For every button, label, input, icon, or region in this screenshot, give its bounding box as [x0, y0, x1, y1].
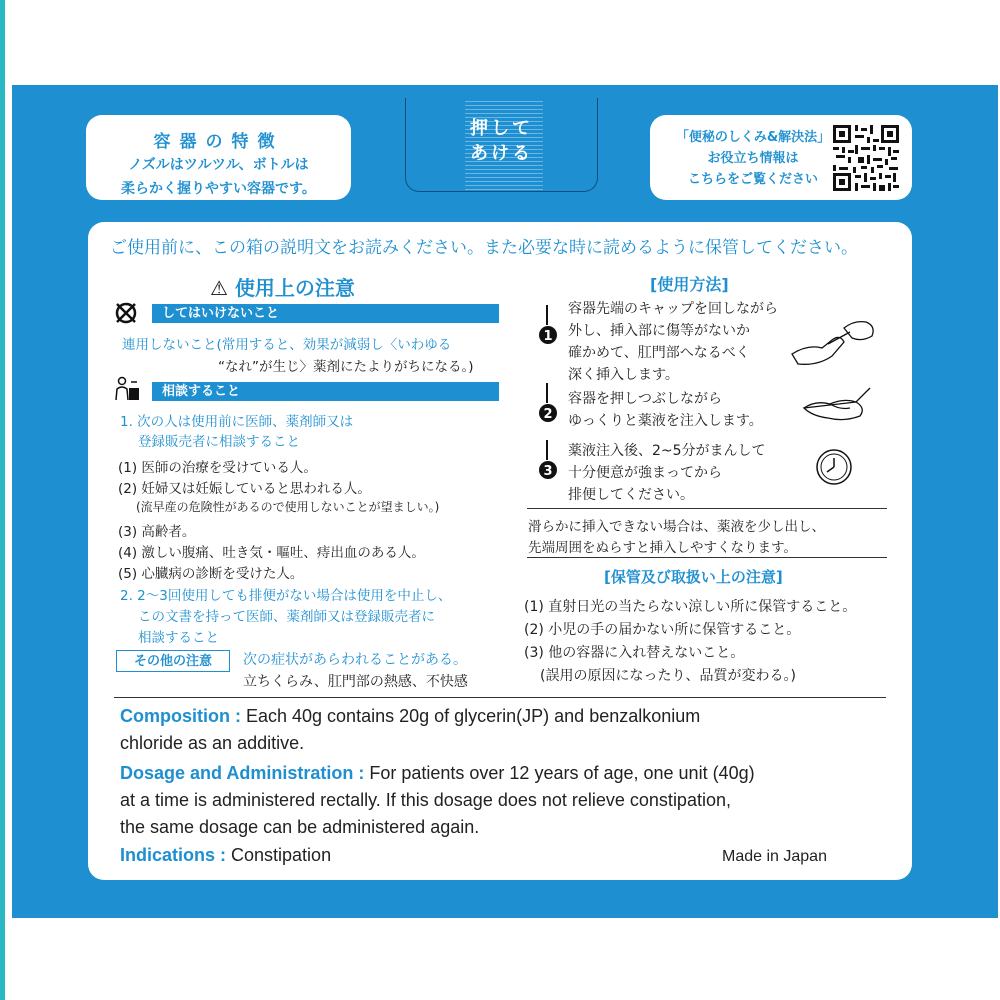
consult-header: 相談すること	[152, 382, 499, 401]
qr-line3: こちらをご覧ください	[687, 172, 818, 187]
composition-text1: Each 40g contains 20g of glycerin(JP) and benzalkonium	[240, 706, 701, 726]
push-tab-line1: 押して	[470, 118, 533, 139]
push-open-tab[interactable]	[405, 98, 598, 192]
other-notes-label: その他の注意	[116, 650, 230, 672]
storage-item: (3) 他の容器に入れ替えないこと。	[524, 645, 745, 661]
svg-text:2: 2	[543, 407, 553, 422]
caution-title	[210, 272, 355, 301]
divider	[114, 697, 886, 698]
consult2-line2: この文書を持って医師、薬剤師又は登録販売者に	[138, 609, 435, 625]
prohibited-text-line1: 連用しないこと(常用すると、効果が減弱し〈いわゆる	[122, 337, 452, 353]
step2-line: 容器を押しつぶしながら	[568, 391, 722, 407]
feature-line1: ノズルはツルツル、ボトルは	[128, 157, 309, 173]
push-tab-text	[406, 116, 597, 166]
made-in-japan: Made in Japan	[722, 848, 827, 865]
doctor-consult-icon	[113, 376, 141, 402]
svg-text:3: 3	[543, 464, 553, 479]
usage-note-line1: 滑らかに挿入できない場合は、薬液を少し出し、	[528, 519, 825, 535]
consult-item: (1) 医師の治療を受けている人。	[118, 460, 317, 476]
usage-title: [使用方法]	[650, 275, 729, 294]
push-tab-line2: あける	[470, 143, 533, 164]
divider	[527, 557, 887, 558]
step1-line: 深く挿入します。	[568, 367, 679, 383]
composition-text2: chloride as an additive.	[120, 733, 305, 753]
feature-line2: 柔らかく握りやすい容器です。	[121, 181, 316, 197]
prohibited-header: してはいけないこと	[152, 304, 499, 323]
warning-triangle-icon: ⚠	[210, 276, 228, 300]
container-feature-box	[86, 115, 351, 200]
step3-line: 薬液注入後、2~5分がまんして	[568, 443, 766, 459]
consult-item: (3) 高齢者。	[118, 524, 196, 540]
step1-line: 確かめて、肛門部へなるべく	[568, 345, 750, 361]
step2-line: ゆっくりと薬液を注入します。	[568, 413, 763, 429]
prohibited-icon	[114, 302, 138, 324]
step3-line: 排便してください。	[568, 487, 694, 503]
qr-info-box	[650, 115, 912, 200]
qr-line1: 「便秘のしくみ&解決法」	[675, 130, 831, 145]
squeeze-illustration	[800, 378, 876, 424]
consult-item: (5) 心臓病の診断を受けた人。	[118, 566, 304, 582]
step1-line: 外し、挿入部に傷等がないか	[568, 323, 750, 339]
indications-label: Indications :	[120, 845, 227, 865]
dosage-label: Dosage and Administration :	[120, 763, 365, 783]
left-edge-strip	[0, 0, 5, 1000]
divider	[527, 508, 887, 509]
qr-code-icon[interactable]	[833, 125, 899, 191]
dosage-text1: For patients over 12 years of age, one unit (40g)	[364, 763, 755, 783]
clock-icon	[812, 446, 856, 488]
qr-text	[668, 127, 838, 190]
storage-item: (1) 直射日光の当たらない涼しい所に保管すること。	[524, 599, 857, 615]
storage-title: [保管及び取扱い上の注意]	[604, 568, 783, 586]
caution-title-text: 使用上の注意	[234, 276, 355, 300]
composition-line1	[120, 706, 700, 727]
other-notes-line1: 次の症状があらわれることがある。	[243, 652, 467, 668]
consult1-line1: 1. 次の人は使用前に医師、薬剤師又は	[120, 414, 354, 430]
dosage-text2: at a time is administered rectally. If this dosage does not relieve constipation,	[120, 790, 731, 810]
composition-label: Composition :	[120, 706, 241, 726]
other-notes-line2: 立ちくらみ、肛門部の熱感、不快感	[243, 674, 468, 690]
step-2-icon	[538, 383, 558, 425]
step3-line: 十分便意が強まってから	[568, 465, 722, 481]
step1-line: 容器先端のキャップを回しながら	[568, 301, 778, 317]
usage-note-line2: 先端周囲をぬらすと挿入しやすくなります。	[528, 540, 797, 556]
qr-line2: お役立ち情報は	[707, 151, 799, 166]
read-before-use-instruction: ご使用前に、この箱の説明文をお読みください。また必要な時に読めるように保管してください。	[110, 238, 858, 258]
consult2-line3: 相談すること	[138, 630, 219, 646]
step-1-icon	[538, 305, 558, 347]
svg-text:1: 1	[543, 329, 553, 344]
feature-title: 容器の特徴	[153, 132, 284, 152]
step-3-icon	[538, 440, 558, 482]
indications-line	[120, 845, 331, 866]
insert-cap-illustration	[788, 314, 878, 370]
consult2-line1: 2. 2〜3回使用しても排便がない場合は使用を中止し、	[120, 588, 452, 604]
prohibited-text-line2: “なれ”が生じ〉薬剤にたよりがちになる。)	[218, 359, 474, 375]
storage-item-note: (誤用の原因になったり、品質が変わる。)	[540, 668, 796, 684]
dosage-text3: the same dosage can be administered again.	[120, 817, 480, 837]
indications-text: Constipation	[226, 845, 332, 865]
consult1-line2: 登録販売者に相談すること	[138, 434, 300, 450]
storage-item: (2) 小児の手の届かない所に保管すること。	[524, 622, 801, 638]
consult-item: (4) 激しい腹痛、吐き気・嘔吐、痔出血のある人。	[118, 545, 425, 561]
dosage-line1	[120, 763, 755, 784]
consult-item: (2) 妊婦又は妊娠していると思われる人。	[118, 481, 371, 497]
consult-item-note: (流早産の危険性があるので使用しないことが望ましい。)	[136, 500, 440, 514]
